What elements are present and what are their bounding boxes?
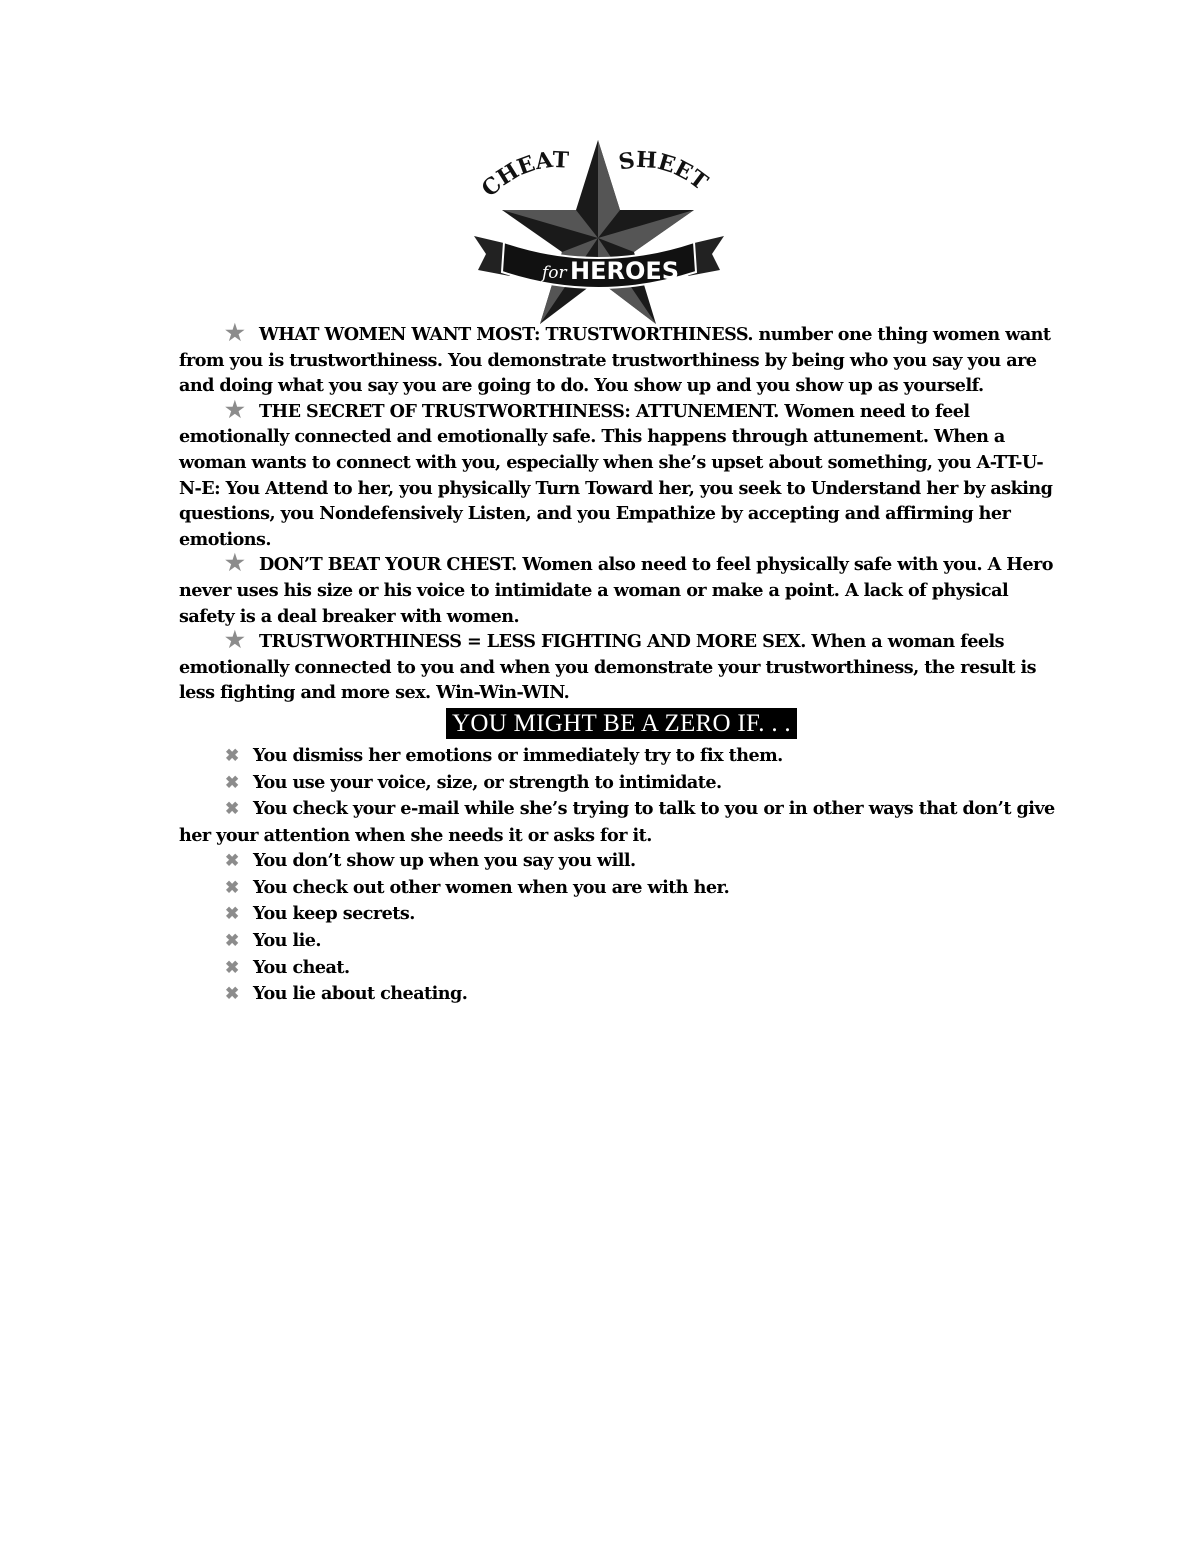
x-mark-icon: ✖ [225,877,239,898]
section-attunement [179,396,1064,553]
x-mark-icon: ✖ [225,745,239,766]
list-item-text: You check out other women when you are with her. [253,876,730,898]
logo-text-cheat: CHEAT [476,146,570,203]
star-icon: ★ [225,320,245,346]
zero-banner-wrap [179,708,1064,741]
x-mark-icon: ✖ [225,799,239,820]
list-item [179,875,1064,902]
list-item [179,848,1064,875]
logo-text-for: for [542,263,567,283]
list-item-text: You don’t show up when you say you will. [253,850,636,872]
star-icon: ★ [225,627,245,654]
star-icon: ★ [225,396,245,423]
list-item [179,955,1064,982]
section-heading: THE SECRET OF TRUSTWORTHINESS: ATTUNEMENT. [259,400,779,422]
zero-list [179,743,1064,1008]
list-item-text: You keep secrets. [253,903,415,925]
list-item-text: You check your e-mail while she’s trying to talk to you or in other ways that don’t give her your attention when she needs it or asks for it. [179,798,1055,846]
list-item [179,770,1064,797]
section-body: number one thing women want from you is trustworthiness. You demonstrate trustworthiness by being who you say you are and doing what you say you are going to do. You show up and you show up as yourself. [179,324,1051,397]
section-body: Women need to feel emotionally connected and emotionally safe. This happens through attunement. When a woman wants to connect with you, especially when she’s upset about something, you A-TT-U-N-E: You Attend to her, you physically Turn Toward her, you seek to Understand her by asking questions, you Nondefensively Listen, and you Empathize by accepting and affirming her emotions. [179,400,1053,550]
list-item-text: You lie. [253,930,321,952]
zero-banner: YOU MIGHT BE A ZERO IF. . . [446,708,797,739]
list-item [179,901,1064,928]
list-item-text: You dismiss her emotions or immediately try to fix them. [253,744,783,766]
list-item [179,796,1064,848]
section-less-fighting [179,629,1064,706]
section-heading: TRUSTWORTHINESS = LESS FIGHTING AND MORE SEX. [259,631,806,653]
section-body: When a woman feels emotionally connected to you and when you demonstrate your trustworthiness, the result is less fighting and more sex. Win-Win-WIN. [179,631,1037,704]
section-heading: DON’T BEAT YOUR CHEST. [259,554,517,576]
logo-text-sheet: SHEET [616,146,713,196]
x-mark-icon: ✖ [225,957,239,978]
x-mark-icon: ✖ [225,931,239,952]
list-item-text: You cheat. [253,956,350,978]
section-trustworthiness [179,322,1064,399]
section-dont-beat-chest [179,552,1064,629]
list-item [179,743,1064,770]
x-mark-icon: ✖ [225,851,239,872]
list-item-text: You lie about cheating. [253,983,468,1005]
section-heading: WHAT WOMEN WANT MOST: TRUSTWORTHINESS. [259,324,753,345]
logo-text-heroes: HEROES [570,257,680,285]
cheat-sheet-content [179,322,1064,1008]
x-mark-icon: ✖ [225,904,239,925]
x-mark-icon: ✖ [225,984,239,1005]
section-body: Women also need to feel physically safe with you. A Hero never uses his size or his voice to intimidate a woman or make a point. A lack of physical safety is a deal breaker with women. [179,554,1053,627]
list-item [179,981,1064,1008]
list-item [179,928,1064,955]
star-icon: ★ [225,550,245,577]
list-item-text: You use your voice, size, or strength to intimidate. [253,771,722,793]
cheat-sheet-for-heroes-logo [470,138,728,326]
x-mark-icon: ✖ [225,772,239,793]
